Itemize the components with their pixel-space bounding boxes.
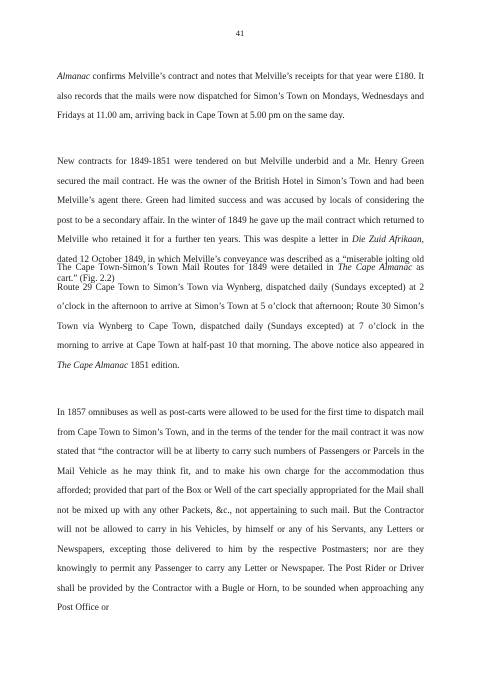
- text-run: In 1857 omnibuses as well as post-carts were allowed to be used for the first time to dispatch mail from Cape Town to Simon’s Town, and in the terms of the tender for the mail contract it was now stated that “the contractor will be at liberty to carry such numbers of Passengers or Parcels in the Mail Vehicle as he may think fit, and to make his own charge for the accommodation thus afforded; provided that part of the Box or Well of the cart specially appropriated for the Mail shall not be mixed up with any other Packets, &c., not appertaining to such mail. But the Contractor will not be allowed to carry in his Vehicles, by himself or any of his Servants, any Letters or Newspapers, excepting those delivered to him by the respective Postmasters; nor are they knowingly to permit any Passenger to carry any Letter or Newspaper. The Post Rider or Driver shall be provided by the Contractor with a Bugle or Horn, to be sounded when approaching any Post Office or: [57, 408, 424, 613]
- paragraph: [57, 68, 424, 127]
- page-number: 41: [235, 28, 245, 38]
- text-run: The Cape Town-Simon’s Town Mail Routes for 1849 were detailed in: [57, 263, 338, 273]
- text-run: as Route 29 Cape Town to Simon’s Town via Wynberg, dispatched daily (Sundays excepted) at 2 o’clock in the afternoon to arrive at Simon’s Town at 5 o’clock that afternoon; Route 30 Simon’s Town via Wynberg to Cape Town, dispatched daily (Sundays excepted) at 7 o’clock in the morning to arrive at Cape Town at half-past 10 that morning. The above notice also appeared in: [57, 263, 425, 351]
- text-run: Almanac: [57, 72, 91, 82]
- text-run: The Cape Almanac: [337, 263, 413, 273]
- text-run: The Cape Almanac: [57, 360, 129, 371]
- text-run: confirms Melville’s contract and notes that Melville’s receipts for that year were £180. It also records that the mails were now dispatched for Simon’s Town on Mondays, Wednesdays and Fridays at 11.00 am, arriving back in Cape Town at 5.00 pm on the same day.: [57, 72, 424, 121]
- text-run: , dated 12 October 1849, in which Melville’s conveyance was described as a “miserable jolting old cart.” (Fig. 2.2): [57, 235, 424, 284]
- text-run: Die Zuid Afrikaan: [351, 235, 422, 245]
- text-run: 1851 edition.: [128, 360, 180, 371]
- body-text: [57, 259, 424, 376]
- text-run: New contracts for 1849-1851 were tendered on but Melville underbid and a Mr. Henry Green secured the mail contract. He was the owner of the British Hotel in Simon’s Town and had been Melville’s agent there. Green had limited success and was accused by locals of considering the post to be a secondary affair. In the winter of 1849 he gave up the mail contract which returned to Melville who retained it for a further ten years. This was despite a letter in: [57, 157, 424, 245]
- body-text: [57, 68, 424, 127]
- paragraph: [57, 259, 424, 376]
- paragraph: [57, 404, 424, 619]
- body-text: [57, 404, 424, 619]
